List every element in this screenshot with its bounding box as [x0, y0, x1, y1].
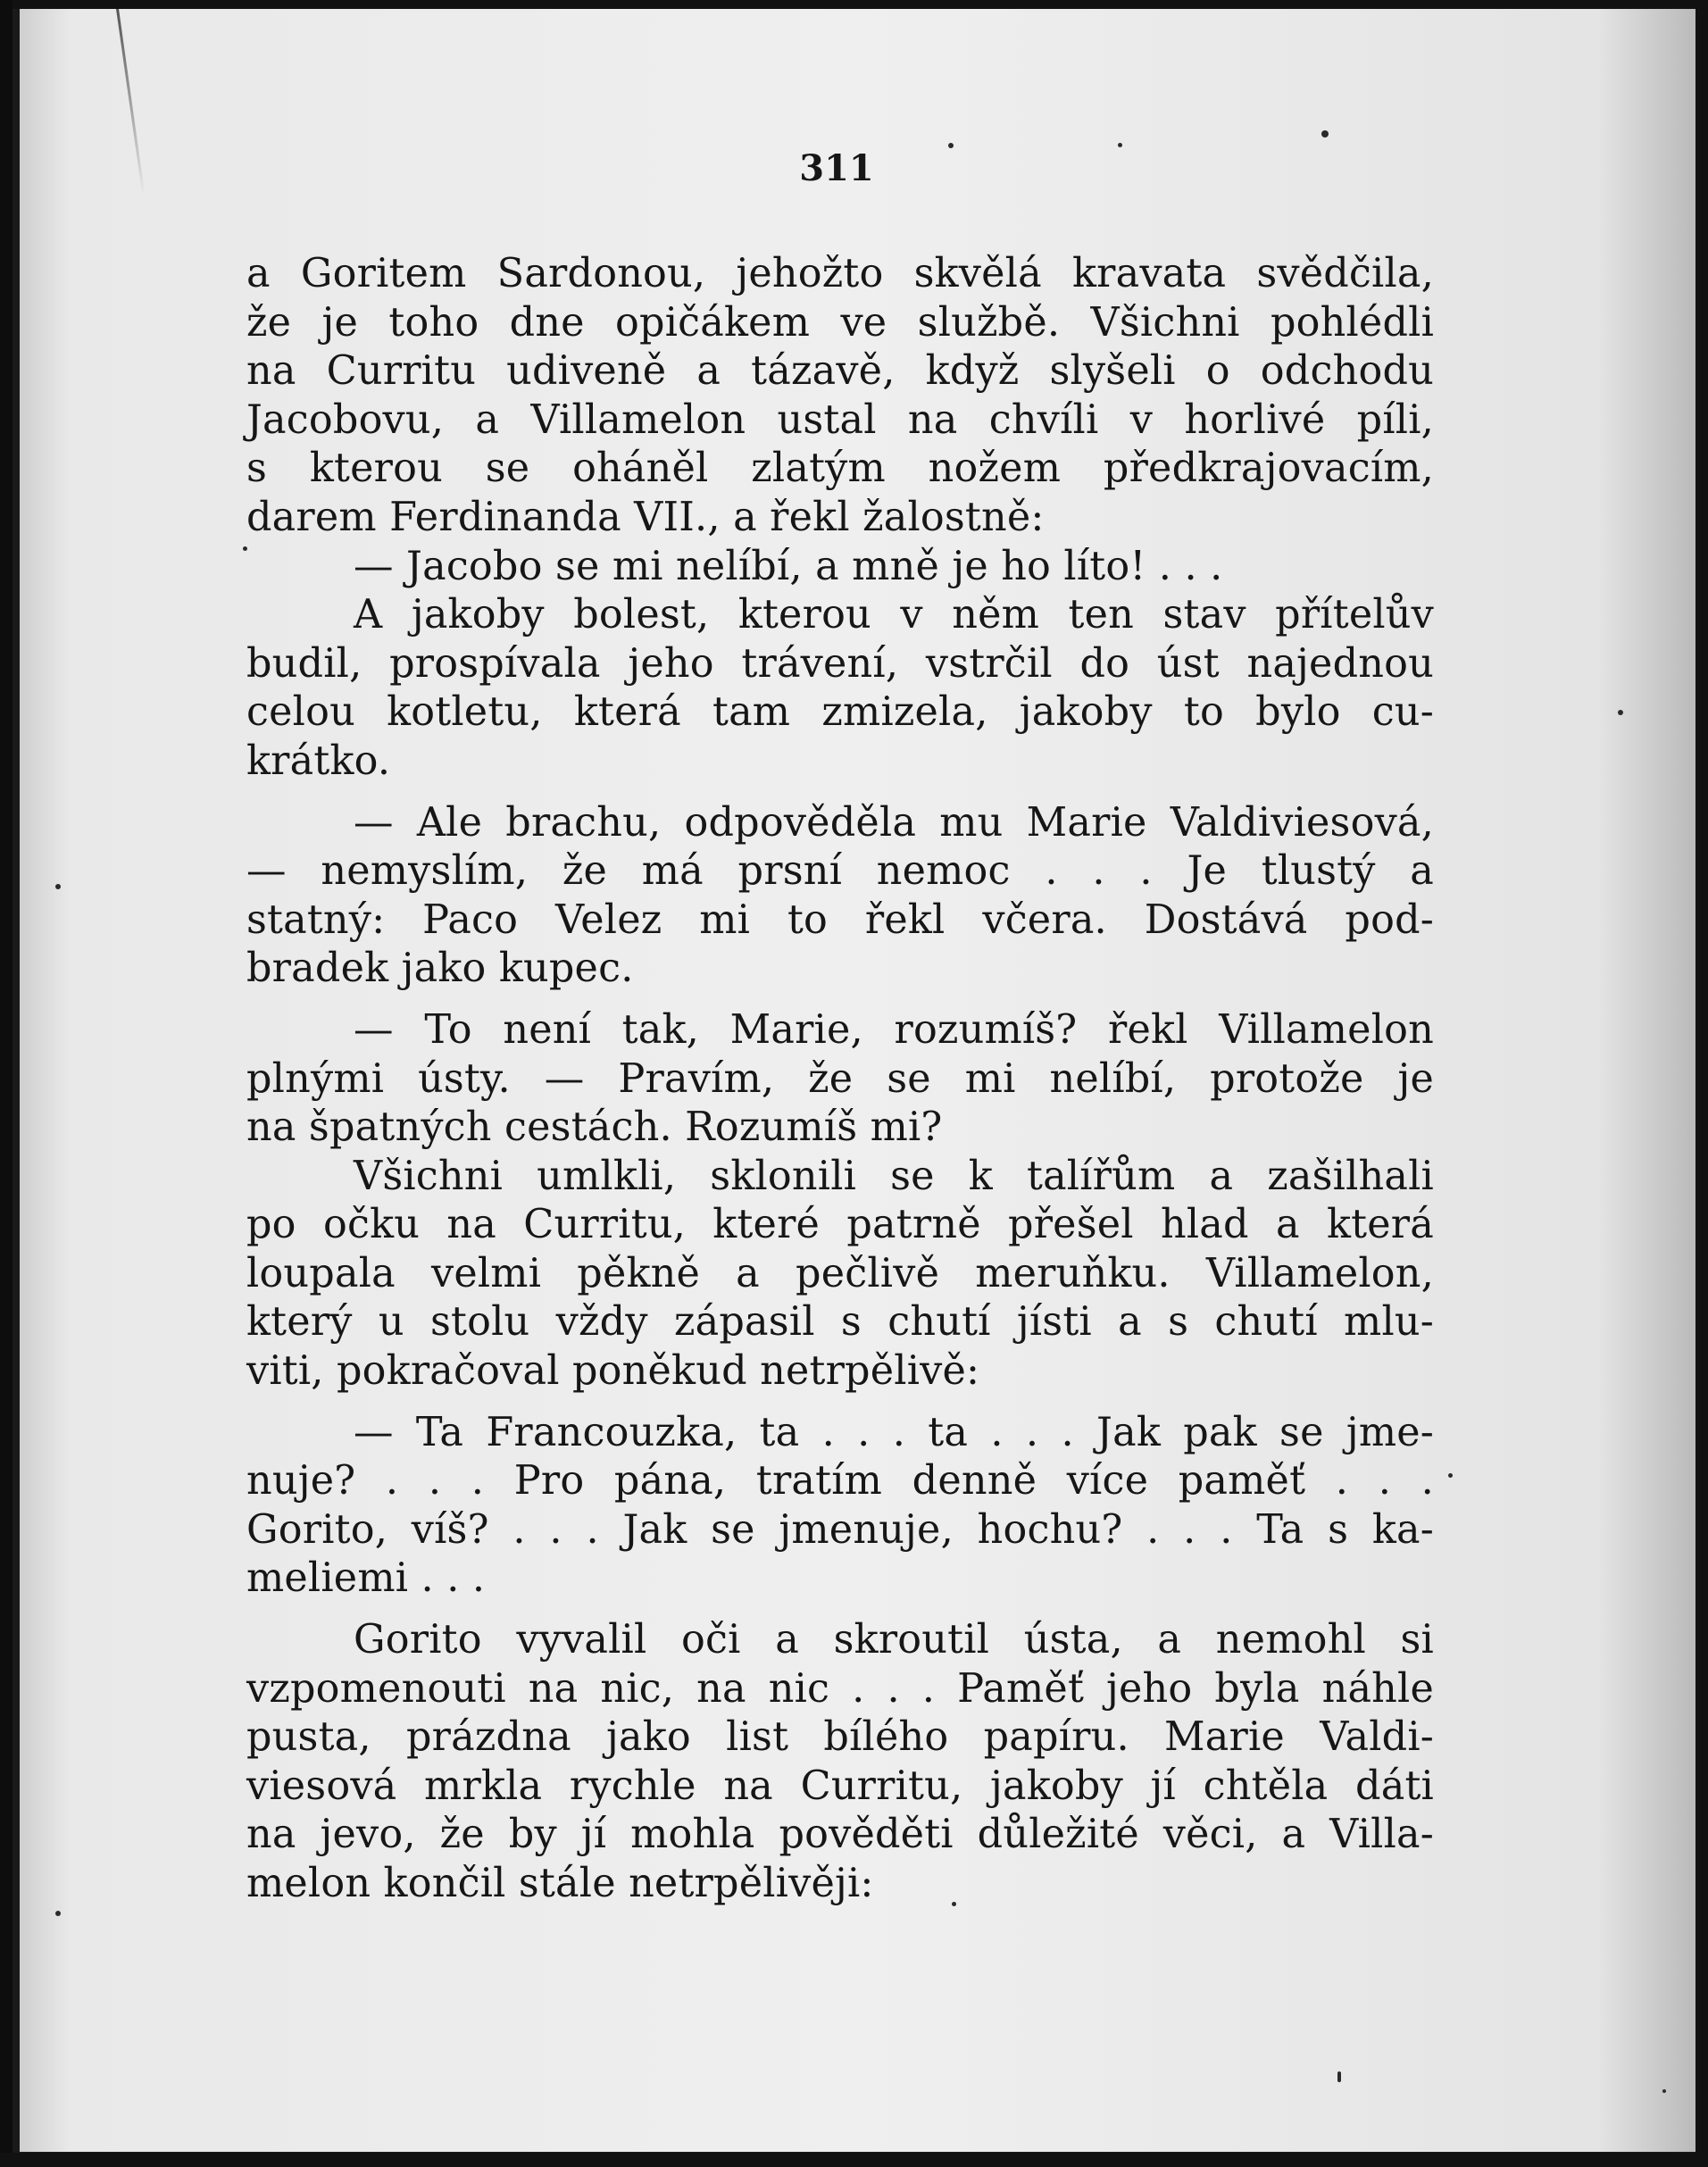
text-line: — nemyslím, že má prsní nemoc . . . Je tlustý a — [246, 848, 1434, 895]
dust-speck — [1321, 130, 1329, 138]
dust-speck — [1337, 2071, 1341, 2082]
text-line: — Jacobo se mi nelíbí, a mně je ho líto! . . . — [354, 543, 1223, 589]
dust-speck — [952, 1902, 956, 1906]
dust-speck — [1618, 710, 1623, 715]
dust-speck — [948, 143, 954, 148]
dust-speck — [55, 1911, 61, 1916]
text-line: že je toho dne opičákem ve službě. Všichni pohlédli — [246, 299, 1434, 346]
text-line: pusta, prázdna jako list bílého papíru. Marie Valdi- — [246, 1714, 1434, 1761]
scan-border-top — [0, 0, 1708, 9]
text-line: melon končil stále netrpělivěji: — [246, 1861, 874, 1906]
text-line: na jevo, že by jí mohla pověděti důležité věci, a Villa- — [246, 1812, 1434, 1858]
text-line: po očku na Curritu, které patrně přešel hlad a která — [246, 1202, 1434, 1248]
text-line: loupala velmi pěkně a pečlivě meruňku. Villamelon, — [246, 1250, 1434, 1296]
text-line: vzpomenouti na nic, na nic . . . Paměť jeho byla náhle — [246, 1665, 1434, 1712]
text-line: celou kotletu, která tam zmizela, jakoby to bylo cu- — [246, 689, 1434, 736]
scanned-page — [20, 9, 1698, 2152]
scan-border-bottom — [0, 2153, 1708, 2167]
text-line: nuje? . . . Pro pána, tratím denně více paměť . . . — [246, 1458, 1434, 1504]
text-line: — Ale brachu, odpověděla mu Marie Valdiviesová, — [354, 799, 1434, 846]
text-line: — Ta Francouzka, ta . . . ta . . . Jak pak se jme- — [354, 1409, 1434, 1455]
body-text — [246, 250, 1434, 1909]
text-line: krátko. — [246, 738, 391, 784]
text-line: Všichni umlkli, sklonili se k talířům a zašilhali — [354, 1153, 1434, 1199]
text-line: statný: Paco Velez mi to řekl včera. Dostává pod- — [246, 896, 1434, 943]
text-line: budil, prospívala jeho trávení, vstrčil do úst najednou — [246, 640, 1434, 687]
page-number: 311 — [799, 147, 874, 189]
text-line: Jacobovu, a Villamelon ustal na chvíli v horlivé píli, — [246, 396, 1434, 443]
text-line: Gorito, víš? . . . Jak se jmenuje, hochu? . . . Ta s ka- — [246, 1506, 1434, 1553]
text-line: A jakoby bolest, kterou v něm ten stav přítelův — [354, 592, 1434, 638]
text-line: s kterou se oháněl zlatým nožem předkrajovacím, — [246, 446, 1434, 492]
dust-speck — [243, 546, 247, 551]
text-line: viti, pokračoval poněkud netrpělivě: — [246, 1348, 980, 1395]
scan-border-left — [0, 0, 12, 2167]
dust-speck — [1662, 2089, 1666, 2093]
dust-speck — [1118, 143, 1122, 147]
page-crease — [116, 9, 145, 195]
scan-border-right — [1696, 0, 1708, 2167]
dust-speck — [55, 884, 61, 889]
text-line: — To není tak, Marie, rozumíš? řekl Villamelon — [354, 1006, 1434, 1053]
dust-speck — [1448, 1473, 1453, 1478]
text-line: na Curritu udiveně a tázavě, když slyšeli o odchodu — [246, 348, 1434, 395]
text-line: viesová mrkla rychle na Curritu, jakoby jí chtěla dáti — [246, 1763, 1434, 1809]
text-line: a Goritem Sardonou, jehožto skvělá kravata svědčila, — [246, 251, 1434, 296]
text-line: meliemi . . . — [246, 1555, 486, 1602]
text-line: na špatných cestách. Rozumíš mi? — [246, 1104, 943, 1151]
text-line: Gorito vyvalil oči a skroutil ústa, a nemohl si — [354, 1617, 1434, 1663]
text-line: plnými ústy. — Pravím, že se mi nelíbí, protože je — [246, 1055, 1434, 1102]
text-line: darem Ferdinanda VII., a řekl žalostně: — [246, 494, 1045, 540]
text-line: který u stolu vždy zápasil s chutí jísti a s chutí mlu- — [246, 1299, 1434, 1346]
text-line: bradek jako kupec. — [246, 946, 634, 992]
